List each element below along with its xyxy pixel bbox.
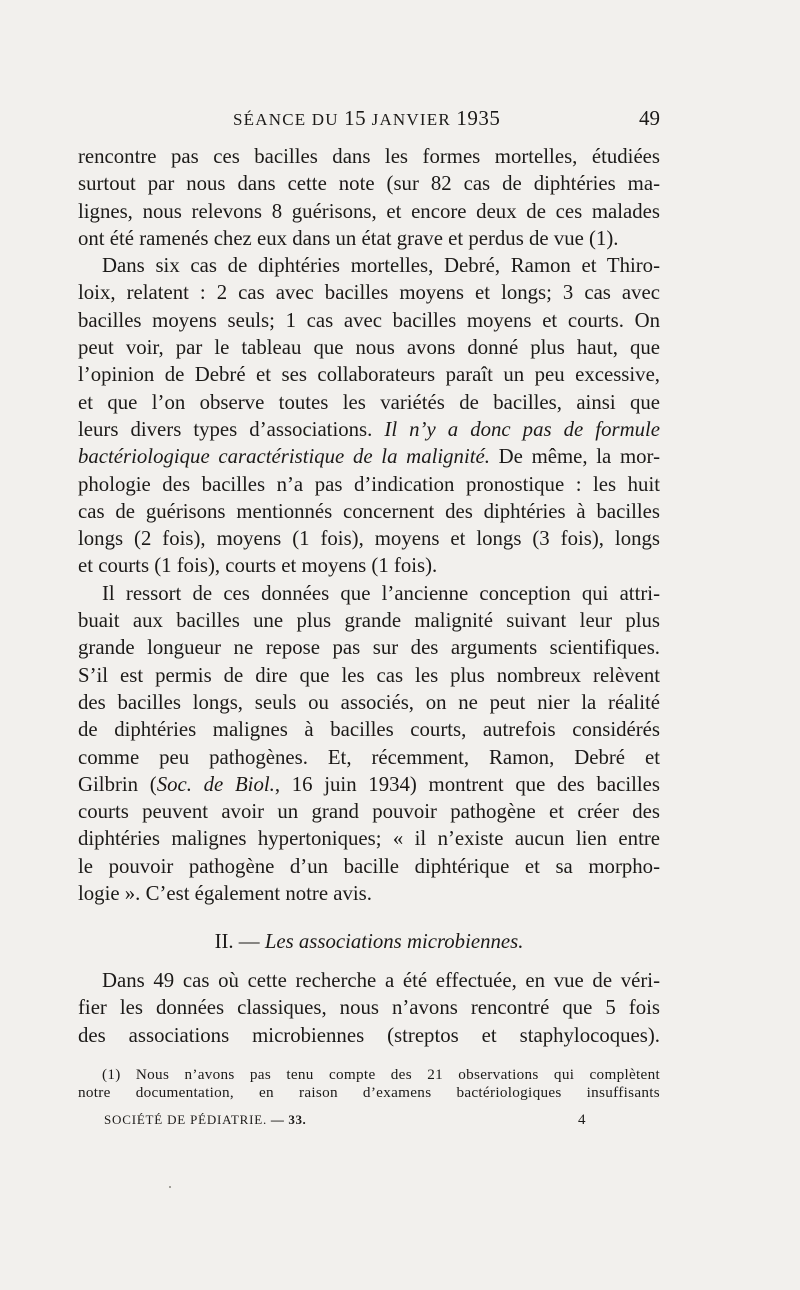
running-head: [78, 106, 660, 132]
text-line: S’il est permis de dire que les cas les plus nombreux relèvent: [78, 663, 660, 687]
signature-sheet-number: 4: [578, 1112, 586, 1128]
signature-society: SOCIÉTÉ DE PÉDIATRIE.: [104, 1112, 268, 1127]
text-line: le pouvoir pathogène d’un bacille diphtérique et sa morpho-: [78, 854, 660, 878]
body-text: [78, 143, 660, 907]
section-heading: [78, 928, 660, 955]
signature-mark: [104, 1112, 306, 1128]
printer-signature: [104, 1112, 660, 1132]
section-numeral: II. —: [214, 930, 265, 953]
text-italic: Soc. de Biol.: [156, 772, 275, 796]
footnote-line: notre documentation, en raison d’examens bactériologiques insuffisants: [78, 1084, 660, 1101]
text-line: et que l’on observe toutes les variétés de bacilles, ainsi que: [78, 390, 660, 414]
text-line: courts peuvent avoir un grand pouvoir pathogène et créer des: [78, 800, 660, 824]
text-line: diphtéries malignes hypertoniques; « il n’existe aucun lien entre: [78, 827, 660, 851]
text-plain: leurs divers types d’associations.: [78, 417, 385, 441]
running-title-part1: SÉANCE DU: [233, 110, 345, 129]
text-line: phologie des bacilles n’a pas d’indication pronostique : les huit: [78, 472, 660, 496]
paragraph-associations: [78, 968, 660, 1050]
text-line: de diphtéries malignes à bacilles courts, autrefois considérés: [78, 718, 660, 742]
text-line: [78, 771, 660, 798]
running-title-part2: JANVIER: [366, 110, 457, 129]
text-line: l’opinion de Debré et ses collaborateurs paraît un peu excessive,: [78, 363, 660, 387]
text-line: Il ressort de ces données que l’ancienne conception qui attri-: [102, 581, 660, 605]
text-italic: bactériologique caractéristique de la malignité.: [78, 445, 490, 469]
text-line: rencontre pas ces bacilles dans les formes mortelles, étudiées: [78, 145, 660, 168]
running-title-year: 1935: [456, 106, 501, 130]
text-plain: , 16 juin 1934) montrent que des bacilles: [274, 772, 660, 796]
text-line: ont été ramenés chez eux dans un état grave et perdus de vue (1).: [78, 226, 619, 250]
footnote-line: (1) Nous n’avons pas tenu compte des 21 observations qui complètent: [102, 1066, 660, 1083]
footnote: [78, 1066, 660, 1102]
section-title: Les associations microbiennes.: [264, 930, 524, 953]
text-line: comme peu pathogènes. Et, récemment, Ramon, Debré et: [78, 745, 660, 769]
text-plain: De même, la mor-: [489, 445, 660, 469]
text-line: cas de guérisons mentionnés concernent des diphtéries à bacilles: [78, 499, 660, 523]
text-line: des associations microbiennes (streptos et staphylocoques).: [78, 1023, 660, 1047]
text-line: fier les données classiques, nous n’avons rencontré que 5 fois: [78, 996, 660, 1020]
text-italic: Il n’y a donc pas de formule: [384, 417, 660, 441]
paper-speck: [169, 1186, 171, 1188]
text-line: lignes, nous relevons 8 guérisons, et encore deux de ces malades: [78, 199, 660, 223]
running-title-day: 15: [344, 106, 367, 130]
text-line: et courts (1 fois), courts et moyens (1 fois).: [78, 554, 438, 578]
text-line: [78, 416, 660, 443]
text-line: grande longueur ne repose pas sur des arguments scientifiques.: [78, 636, 660, 660]
text-line: [78, 443, 660, 470]
text-line: bacilles moyens seuls; 1 cas avec bacilles moyens et courts. On: [78, 308, 660, 332]
text-line: Dans six cas de diphtéries mortelles, Debré, Ramon et Thiro-: [102, 254, 660, 278]
text-line: surtout par nous dans cette note (sur 82 cas de diphtéries ma-: [78, 172, 660, 196]
text-line: loix, relatent : 2 cas avec bacilles moyens et longs; 3 cas avec: [78, 281, 660, 305]
signature-number: 33.: [288, 1112, 307, 1127]
text-line: logie ». C’est également notre avis.: [78, 882, 372, 906]
text-line: peut voir, par le tableau que nous avons donné plus haut, que: [78, 336, 660, 360]
page-number: 49: [639, 106, 660, 130]
text-line: des bacilles longs, seuls ou associés, on ne peut nier la réalité: [78, 690, 660, 714]
text-plain: Gilbrin (: [78, 772, 157, 796]
running-title: [233, 106, 500, 131]
text-line: Dans 49 cas où cette recherche a été effectuée, en vue de véri-: [102, 969, 660, 992]
signature-dash: —: [267, 1112, 289, 1127]
text-line: buait aux bacilles une plus grande malignité suivant leur plus: [78, 609, 660, 633]
text-line: longs (2 fois), moyens (1 fois), moyens et longs (3 fois), longs: [78, 527, 660, 551]
